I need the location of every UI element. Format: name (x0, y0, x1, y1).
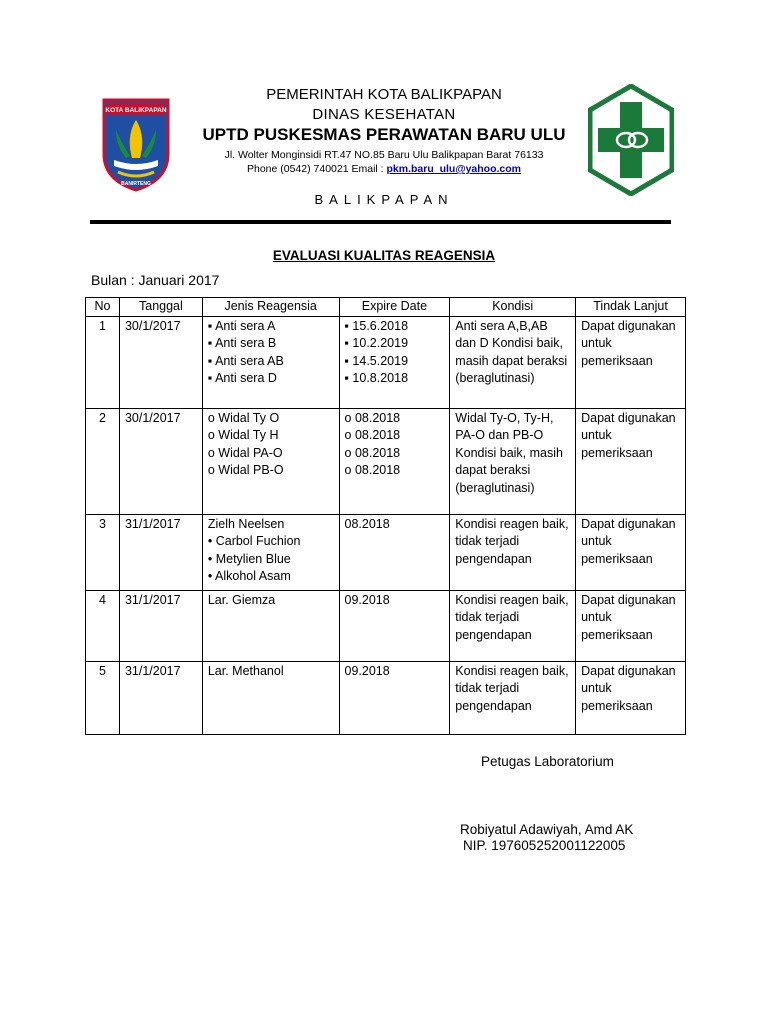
reagent-group-title: Zielh Neelsen (207, 516, 285, 531)
row-reagents (202, 514, 339, 590)
header-city: BALIKPAPAN (314, 192, 454, 207)
row-reagents: Lar. Giemza (202, 590, 339, 661)
expiry-item: o 08.2018 (344, 428, 401, 442)
row-no: 1 (86, 316, 120, 408)
table-row (86, 316, 686, 408)
table-header-row (86, 298, 686, 317)
column-header-date: Tanggal (119, 298, 202, 317)
row-expiry (339, 316, 450, 408)
emblem-bottom-text: BANIRTENG (121, 181, 151, 187)
document-period: Bulan : Januari 2017 (91, 272, 220, 288)
row-condition: Kondisi reagen baik, tidak terjadi pengendapan (450, 514, 576, 590)
table-row (86, 661, 686, 734)
expiry-item: o 08.2018 (344, 445, 401, 460)
header-phone: Phone (0542) 740021 Email : (246, 163, 387, 175)
column-header-condition: Kondisi (450, 298, 576, 317)
row-date: 31/1/2017 (119, 661, 202, 734)
puskesmas-cross-logo-icon (588, 84, 674, 196)
row-condition: Widal Ty-O, Ty-H, PA-O dan PB-O Kondisi baik, masih dapat beraksi (beraglutinasi) (450, 408, 576, 514)
row-reagents (202, 408, 339, 514)
header-institution: UPTD PUSKESMAS PERAWATAN BARU ULU (202, 125, 566, 144)
reagent-item: • Carbol Fuchion (207, 534, 301, 548)
row-action: Dapat digunakan untuk pemeriksaan (576, 514, 686, 590)
header-email-link[interactable]: pkm.baru_ulu@yahoo.com (386, 163, 522, 175)
row-no: 3 (86, 514, 120, 590)
row-expiry: 08.2018 (339, 514, 450, 590)
table-row (86, 590, 686, 661)
reagent-item: o Widal PB-O (207, 463, 284, 477)
document-title: EVALUASI KUALITAS REAGENSIA (272, 248, 496, 263)
row-date: 31/1/2017 (119, 514, 202, 590)
signature-role: Petugas Laboratorium (481, 754, 614, 769)
row-expiry: 09.2018 (339, 661, 450, 734)
kota-balikpapan-emblem-icon (100, 96, 172, 192)
column-header-no: No (86, 298, 120, 317)
reagent-item: o Widal Ty O (207, 410, 280, 425)
row-date: 31/1/2017 (119, 590, 202, 661)
row-action: Dapat digunakan untuk pemeriksaan (576, 661, 686, 734)
row-reagents (202, 316, 339, 408)
expiry-item: ▪ 15.6.2018 (344, 318, 409, 333)
expiry-item: ▪ 14.5.2019 (344, 353, 409, 368)
reagent-item: • Alkohol Asam (207, 569, 291, 583)
reagent-item: ▪ Anti sera B (207, 336, 277, 350)
reagent-item: ▪ Anti sera AB (207, 353, 284, 368)
expiry-item: ▪ 10.8.2018 (344, 371, 409, 385)
reagent-item: • Metylien Blue (207, 551, 291, 566)
row-no: 5 (86, 661, 120, 734)
row-date: 30/1/2017 (119, 316, 202, 408)
row-condition: Kondisi reagen baik, tidak terjadi pengendapan (450, 590, 576, 661)
reagent-item: ▪ Anti sera D (207, 371, 277, 385)
column-header-action: Tindak Lanjut (576, 298, 686, 317)
header-contact (180, 163, 588, 175)
row-reagents: Lar. Methanol (202, 661, 339, 734)
column-header-expiry: Expire Date (339, 298, 450, 317)
expiry-item: ▪ 10.2.2019 (344, 336, 409, 350)
row-condition: Anti sera A,B,AB dan D Kondisi baik, masih dapat beraksi (beraglutinasi) (450, 316, 576, 408)
row-action: Dapat digunakan untuk pemeriksaan (576, 408, 686, 514)
row-no: 2 (86, 408, 120, 514)
table-row (86, 514, 686, 590)
table-row (86, 408, 686, 514)
signature-nip: NIP. 197605252001122005 (463, 838, 626, 853)
row-expiry: 09.2018 (339, 590, 450, 661)
signature-name: Robiyatul Adawiyah, Amd AK (460, 822, 634, 837)
reagent-item: o Widal PA-O (207, 445, 283, 460)
row-action: Dapat digunakan untuk pemeriksaan (576, 316, 686, 408)
row-no: 4 (86, 590, 120, 661)
reagent-item: ▪ Anti sera A (207, 318, 276, 333)
column-header-reagent: Jenis Reagensia (202, 298, 339, 317)
row-date: 30/1/2017 (119, 408, 202, 514)
header-divider (90, 220, 671, 224)
expiry-item: o 08.2018 (344, 463, 401, 477)
row-expiry (339, 408, 450, 514)
reagent-item: o Widal Ty H (207, 428, 279, 442)
emblem-top-text: KOTA BALIKPAPAN (105, 107, 167, 114)
row-action: Dapat digunakan untuk pemeriksaan (576, 590, 686, 661)
row-condition: Kondisi reagen baik, tidak terjadi pengendapan (450, 661, 576, 734)
header-government: PEMERINTAH KOTA BALIKPAPAN (266, 86, 502, 103)
reagent-evaluation-table (85, 297, 686, 735)
expiry-item: o 08.2018 (344, 410, 401, 425)
header-department: DINAS KESEHATAN (312, 106, 456, 123)
header-address: Jl. Wolter Monginsidi RT.47 NO.85 Baru Ulu Balikpapan Barat 76133 (224, 149, 544, 161)
